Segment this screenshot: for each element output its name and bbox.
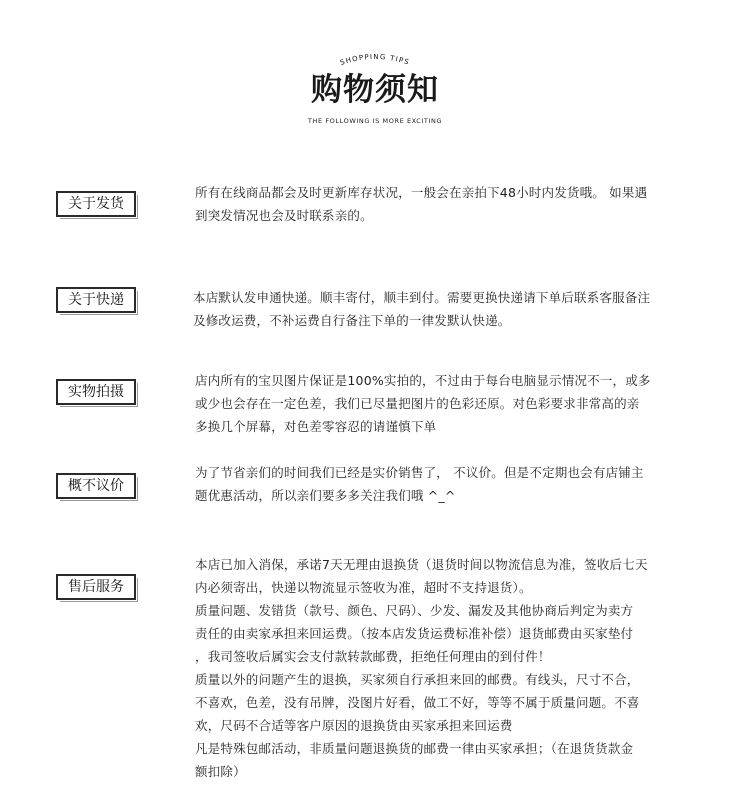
text-line: 内必须寄出，快递以物流显示签收为准，超时不支持退货）。 xyxy=(195,580,532,595)
text-line: 额扣除） xyxy=(195,764,246,779)
section-tag-shipping: 关于发货 xyxy=(56,191,136,217)
text-line: ，我司签收后属实会支付款转款邮费，拒绝任何理由的到付件！ xyxy=(195,649,551,664)
text-line: 不喜欢，色差，没有吊牌，没图片好看，做工不好，等等不属于质量问题。不喜 xyxy=(195,695,640,710)
text-line: 本店默认发申通快递。顺丰寄付，顺丰到付。需要更换快递请下单后联系客服备注 xyxy=(193,290,651,305)
text-line: 多换几个屏幕，对色差零容忍的请谨慎下单 xyxy=(195,419,437,434)
text-line: 质量问题、发错货（款号、颜色、尺码）、少发、漏发及其他协商后判定为卖方 xyxy=(195,603,634,618)
page-header xyxy=(0,0,750,140)
section-text-no-bargain xyxy=(195,461,700,507)
text-line: 店内所有的宝贝图片保证是100%实拍的，不过由于每台电脑显示情况不一，或多 xyxy=(195,373,651,388)
section-tag-real-photos: 实物拍摄 xyxy=(56,379,136,405)
section-tag-after-sales: 售后服务 xyxy=(56,574,136,600)
arc-text-label: SHOPPING TIPS xyxy=(339,52,411,67)
section-tag-no-bargain: 概不议价 xyxy=(56,473,136,499)
section-text-shipping xyxy=(195,181,700,227)
text-line: 所有在线商品都会及时更新库存状况，一般会在亲拍下48小时内发货哦。 如果遇 xyxy=(195,185,648,200)
page-title: 购物须知 xyxy=(311,72,439,108)
section-text-after-sales xyxy=(195,553,700,783)
text-line: 及修改运费，不补运费自行备注下单的一律发默认快递。 xyxy=(193,313,511,328)
section-text-real-photos xyxy=(195,369,700,438)
page-subtitle: THE FOLLOWING IS MORE EXCITING xyxy=(307,117,443,125)
text-line: 凡是特殊包邮活动，非质量问题退换货的邮费一律由买家承担；（在退货货款金 xyxy=(195,741,634,756)
text-line: 本店已加入消保，承诺7天无理由退换货（退货时间以物流信息为准，签收后七天 xyxy=(195,557,648,572)
text-line: 到突发情况也会及时联系亲的。 xyxy=(195,208,373,223)
text-line: 质量以外的问题产生的退换，买家须自行承担来回的邮费。有线头，尺寸不合， xyxy=(195,672,640,687)
text-line: 责任的由卖家承担来回运费。（按本店发货运费标准补偿）退货邮费由买家垫付 xyxy=(195,626,634,641)
text-line: 题优惠活动，所以亲们要多多关注我们哦 ^_^ xyxy=(195,488,456,503)
section-text-courier xyxy=(193,286,698,332)
text-line: 为了节省亲们的时间我们已经是实价销售了， 不议价。但是不定期也会有店铺主 xyxy=(195,465,644,480)
text-line: 欢，尺码不合适等客户原因的退换货由买家承担来回运费 xyxy=(195,718,513,733)
text-line: 或少也会存在一定色差，我们已尽量把图片的色彩还原。对色彩要求非常高的亲 xyxy=(195,396,640,411)
section-tag-courier: 关于快递 xyxy=(56,287,136,313)
